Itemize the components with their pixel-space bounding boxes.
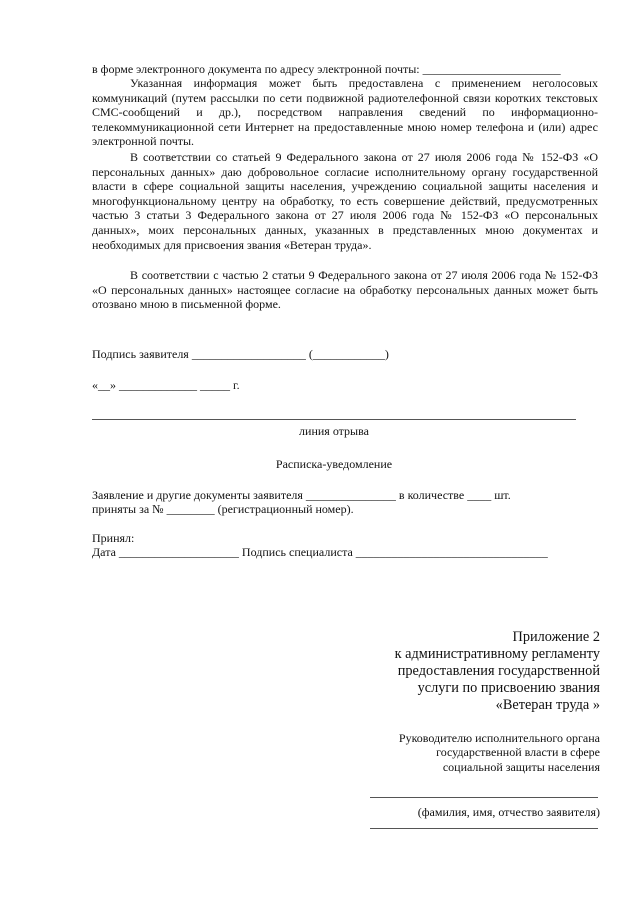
tear-off-rule xyxy=(92,419,576,420)
signature-date-line: «__» _____________ _____ г. xyxy=(92,378,240,392)
appendix-line: предоставления государственной xyxy=(397,663,600,679)
recipient-line: социальной защиты населения xyxy=(442,760,600,774)
recipient-line: государственной власти в сфере xyxy=(436,745,600,759)
appendix-line: к административному регламенту xyxy=(394,646,600,662)
receipt-line-registration: приняты за № ________ (регистрационный номер). xyxy=(92,502,354,516)
appendix-line: «Ветеран труда » xyxy=(495,697,600,713)
receipt-line-documents: Заявление и другие документы заявителя _______________ в количестве ____ шт. xyxy=(92,488,511,502)
receipt-title: Расписка-уведомление xyxy=(275,457,393,471)
receipt-date-signature-line: Дата ____________________ Подпись специалиста ________________________________ xyxy=(92,545,548,559)
email-line: в форме электронного документа по адресу электронной почты: _______________________ xyxy=(92,62,561,76)
applicant-name-caption: (фамилия, имя, отчество заявителя) xyxy=(417,805,600,819)
recipient-line: Руководителю исполнительного органа xyxy=(398,731,600,745)
applicant-signature-line: Подпись заявителя ___________________ (____________) xyxy=(92,347,389,361)
paragraph-info: Указанная информация может быть предоставлена с применением неголосовых коммуникаций (путем рассылки по сети подвижной радиотелефонной связи коротких текстовых СМС-сообщений и др.), посредством направления сведений по информационно-телекоммуникационной сети Интернет на предоставленные мною номер телефона и (или) адрес электронной почты. xyxy=(92,76,598,149)
applicant-name-rule-second xyxy=(370,828,598,829)
receipt-accepted-label: Принял: xyxy=(92,531,135,545)
appendix-line: услуги по присвоению звания xyxy=(417,680,600,696)
applicant-name-rule xyxy=(370,797,598,798)
appendix-line: Приложение 2 xyxy=(512,629,600,645)
paragraph-consent: В соответствии со статьей 9 Федерального закона от 27 июля 2006 года № 152-ФЗ «О персональных данных» даю добровольное согласие исполнительному органу государственной власти в сфере социальной защиты населения, учреждению социальной защиты населения и многофункциональному центру на обработку, то есть совершение действий, предусмотренных частью 3 статьи 3 Федерального закона от 27 июля 2006 года № 152-ФЗ «О персональных данных», моих персональных данных, указанных в представленных мною документах и необходимых для присвоения звания «Ветеран труда». xyxy=(92,150,598,252)
paragraph-revoke: В соответствии с частью 2 статьи 9 Федерального закона от 27 июля 2006 года № 152-ФЗ «О персональных данных» настоящее согласие на обработку персональных данных может быть отозвано мною в письменной форме. xyxy=(92,268,598,312)
tear-off-label: линия отрыва xyxy=(299,424,369,438)
